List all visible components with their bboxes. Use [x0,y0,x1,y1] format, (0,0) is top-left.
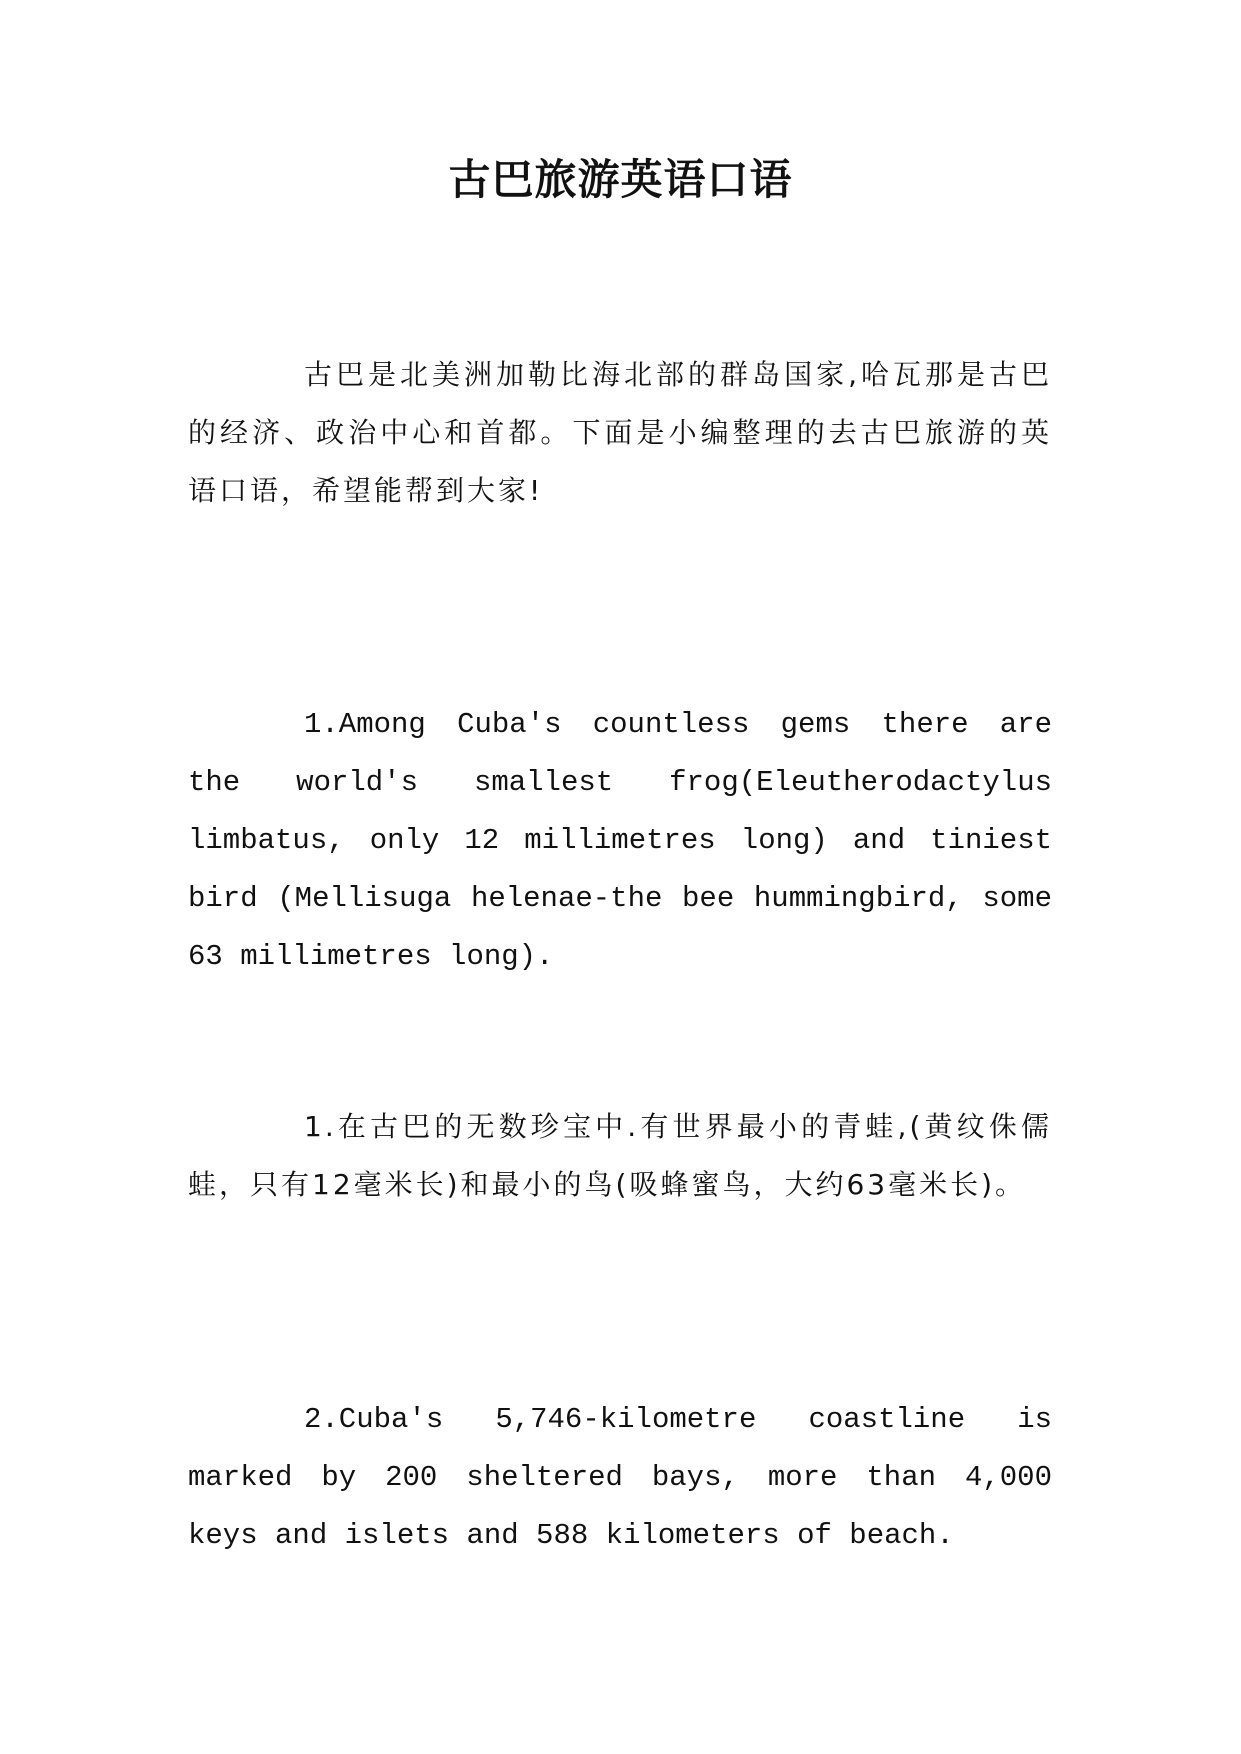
english-paragraph-2: 2.Cuba's 5,746-kilometre coastline is marked by 200 sheltered bays, more than 4,000 keys and islets and 588 kilometers of beach. [188,1403,1052,1552]
intro-paragraph: 古巴是北美洲加勒比海北部的群岛国家,哈瓦那是古巴的经济、政治中心和首都。下面是小编整理的去古巴旅游的英语口语，希望能帮到大家! [188,358,1052,507]
english-paragraph-1: 1.Among Cuba's countless gems there are the world's smallest frog(Eleutherodactylus limbatus, only 12 millimetres long) and tiniest bird (Mellisuga helenae-the bee hummingbird, some 63 millimetres long). [188,708,1052,973]
chinese-paragraph-1: 1.在古巴的无数珍宝中.有世界最小的青蛙,(黄纹侏儒蛙，只有12毫米长)和最小的鸟(吸蜂蜜鸟，大约63毫米长)。 [188,1110,1052,1201]
document-title: 古巴旅游英语口语 [448,155,793,204]
